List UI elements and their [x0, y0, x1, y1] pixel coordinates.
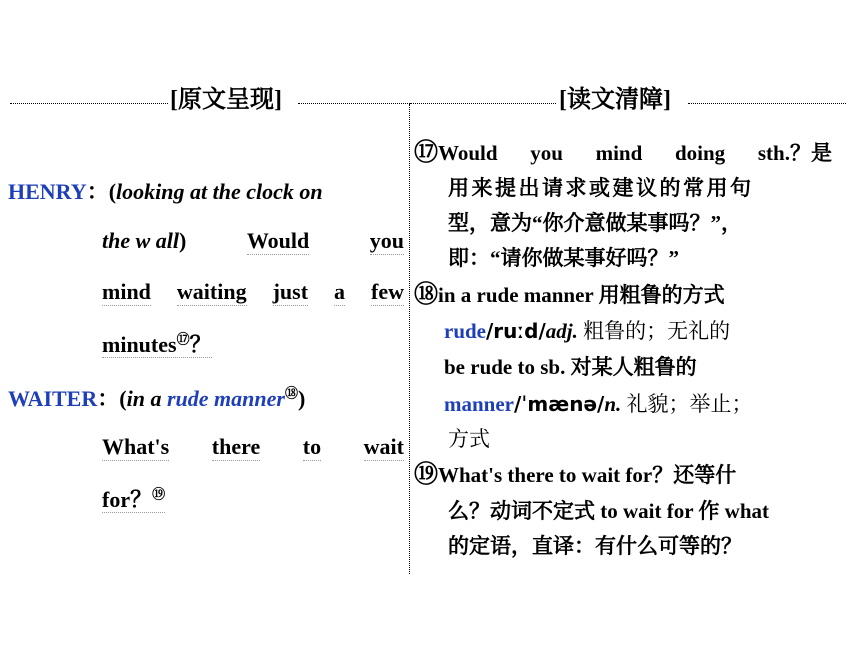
word-minutes: minutes⑰？: [102, 331, 212, 357]
stage-direction: looking at the clock on: [116, 179, 323, 204]
header-rule-left-b: [298, 103, 410, 104]
note-number-19: ⑲: [414, 462, 438, 488]
note-marker-17[interactable]: ⑰: [176, 331, 190, 347]
note-17-line-4: 即：“请你做某事好吗？”: [448, 246, 679, 270]
waiter-line-0: WAITER：(in a rude manner⑱): [8, 385, 306, 411]
waiter-line-2: [102, 483, 165, 514]
stage-direction: in a: [126, 386, 162, 411]
note-17-line-2: 用来提出请求或建议的常用句: [448, 176, 754, 200]
highlight-rude-manner: rude manner: [166, 386, 285, 411]
henry-line-2: [102, 279, 404, 306]
word: you: [530, 141, 563, 165]
note-18-line-1: ⑱in a rude manner 用粗鲁的方式: [414, 282, 725, 308]
note-17-line-3: 型，意为“你介意做某事吗？”，: [448, 211, 742, 235]
header-rule-left-a: [10, 103, 170, 104]
note-marker-18[interactable]: ⑱: [284, 385, 298, 401]
henry-line-0: [8, 175, 404, 206]
waiter-line-1: [102, 434, 404, 461]
note-19-line-2: 么？动词不定式 to wait for 作 what: [448, 499, 770, 523]
colon: ：: [86, 179, 109, 204]
henry-line-1: [102, 228, 404, 255]
word: a: [334, 279, 346, 304]
header-right-title: [读文清障]: [557, 84, 673, 116]
stage-direction-cont: the w all): [102, 228, 187, 253]
note-marker-19[interactable]: ⑲: [152, 486, 166, 502]
note-17-line-1: ⑰Would you mind doing sth.？是: [414, 136, 832, 171]
word: mind: [102, 279, 151, 304]
note-18-line-5: 方式: [448, 427, 490, 451]
word: to: [302, 434, 322, 459]
note-18-line-3: be rude to sb. 对某人粗鲁的: [444, 355, 697, 379]
vocab-rude: rude: [444, 319, 486, 343]
word: sth.？是: [757, 141, 832, 165]
speaker-henry: HENRY: [8, 179, 87, 204]
word: Would: [246, 228, 310, 253]
speaker-waiter: WAITER: [8, 386, 98, 411]
word: there: [211, 434, 261, 459]
note-18-line-4: manner/ˈmænə/n. 礼貌；举止；: [444, 392, 753, 416]
phonetic: /ruːd/: [486, 319, 546, 343]
header-rule-right-b: [688, 103, 846, 104]
word: What's: [102, 434, 170, 459]
word: you: [369, 228, 404, 253]
header-rule-right-a: [410, 103, 560, 104]
note-number-18: ⑱: [414, 282, 438, 308]
paren-open: (: [108, 179, 117, 204]
note-19-line-3: 的定语，直译：有什么可等的？: [448, 534, 742, 558]
word: few: [371, 279, 404, 304]
word: mind: [595, 141, 643, 165]
word: just: [272, 279, 309, 304]
note-18-line-2: rude/ruːd/adj. 粗鲁的；无礼的: [444, 319, 731, 343]
note-19-line-1: ⑲What's there to wait for？还等什: [414, 462, 737, 488]
note-number-17: ⑰: [414, 140, 438, 166]
word-for: for？⑲: [102, 486, 166, 512]
word: waiting: [176, 279, 247, 304]
header-left-title: [原文呈现]: [168, 84, 284, 116]
henry-line-3: [102, 328, 212, 359]
vocab-manner: manner: [444, 392, 514, 416]
word: doing: [674, 141, 726, 165]
column-divider: [409, 104, 410, 574]
phonetic: /ˈmænə/: [514, 392, 605, 416]
word: wait: [363, 434, 404, 459]
